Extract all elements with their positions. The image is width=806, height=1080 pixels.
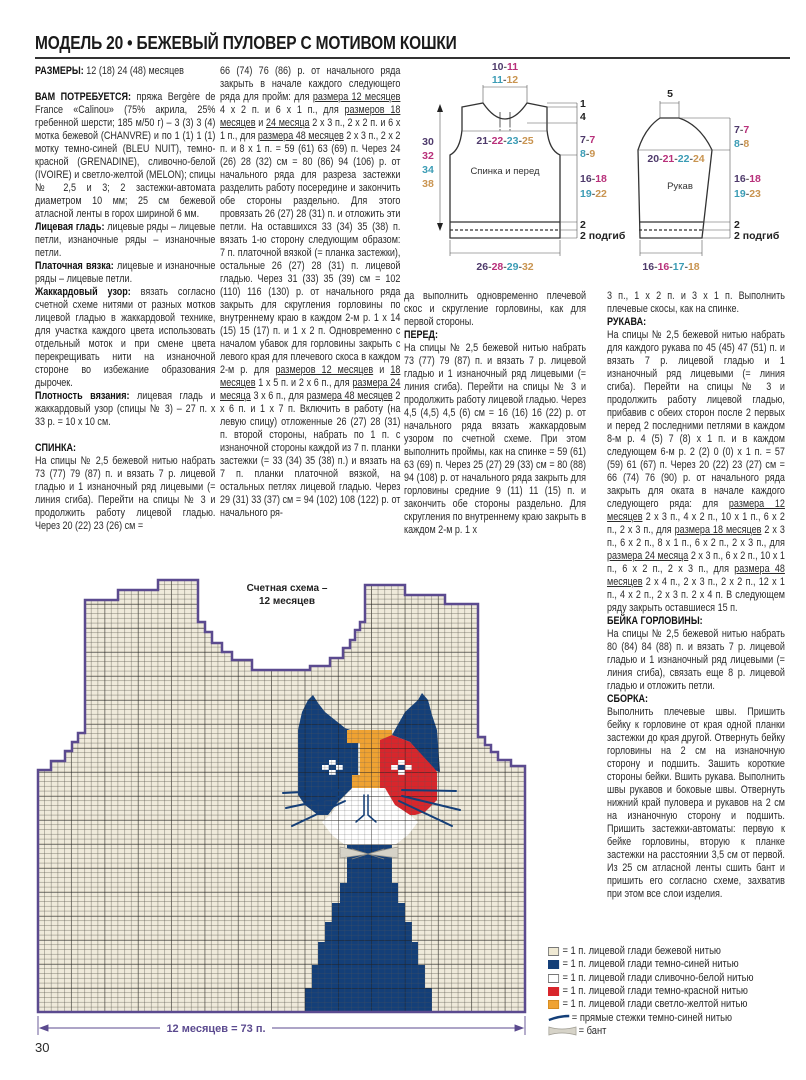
chart-legend xyxy=(548,945,754,1038)
sleeve-schematic xyxy=(638,101,730,256)
body-text: 2 х 3 п., 6 х 2 п., 8 х 1 п., 6 х 2 п., 2 х 3 п., для xyxy=(607,524,785,549)
neck-width-label xyxy=(492,74,518,86)
text-column-4 xyxy=(607,290,785,901)
height-label xyxy=(422,178,434,190)
armhole-label xyxy=(580,148,595,160)
red-swatch-icon xyxy=(548,987,559,996)
size-highlight: размера 12 месяцев xyxy=(607,498,785,523)
label-dash: - xyxy=(488,261,492,273)
body-text: 66 (74) 76 (86) р. от начального ряда закрыть в начале каждого следующего ряда для пройм: для xyxy=(220,65,401,103)
size-value: 18 xyxy=(595,173,607,185)
size-highlight: размера 48 месяцев xyxy=(306,390,393,402)
body-text: и xyxy=(255,117,266,129)
body-text: На спицы № 2,5 бежевой нитью набрать 80 (84) 84 (88) п. и вязать 7 р. лицевой гладью и 1 изнаночный ряд лицевыми (= линия сгиба), связать еще 8 р. лицевой гладью и отложить петли. xyxy=(607,628,785,692)
page-title: МОДЕЛЬ 20 • БЕЖЕВЫЙ ПУЛОВЕР С МОТИВОМ КОШКИ xyxy=(35,33,457,53)
label-dash: - xyxy=(503,135,507,147)
label-dash: - xyxy=(745,173,750,185)
size-value: 16 xyxy=(580,173,592,185)
arrow-right-icon xyxy=(515,1025,523,1031)
size-value: 21 xyxy=(662,153,675,165)
size-value: 2 подгиб xyxy=(580,230,626,242)
sleeve-outline xyxy=(638,118,712,238)
text-column-1 xyxy=(35,65,215,533)
back-paragraph xyxy=(35,455,215,533)
size-highlight: размера 24 месяца xyxy=(607,550,689,562)
front-heading xyxy=(404,329,586,342)
body-text: 2 х 3 п., 2 х 2 п. и 8 х 1 п. = 59 (61) 63 (69) п. Через 24 (26) 28 (32) см = 80 (86) 94 (106) р. от начального ряда для разреза застежки разделить работу посередине и закончить обе стороны раздельно. Для этого провязать 26 (27) 28 (31) п. и отложить эти петли. На оставшихся 33 (34) 35 (38) п. вязать 1-ю сторону следующим образом: 7 п. платочной вязкой (= планка застежки), остальные 26 (27) 28 (31) п. лицевой гладью. Через 31 (33) 35 (39) см = 102 (110) 116 (130) р. от начального ряда закрыть для скругления горловины по внутреннему краю в каждом 2-м р. 1 х 14 (15) 15 (17) п. и 1 х 2 п. Одновременно с началом убавок для горловины закрыть с левого края для плечевого скоса в каждом 2-м р. для xyxy=(220,130,401,376)
size-highlight: размеров 18 месяцев xyxy=(220,104,401,129)
sleeve-length-label xyxy=(734,188,761,200)
width-dimension xyxy=(38,1016,525,1035)
size-value: 2 xyxy=(580,219,586,231)
label-dash: - xyxy=(488,135,492,147)
body-text: 3 п., 1 х 2 п. и 3 х 1 п. Выполнить плечевые скосы, как на спинке. xyxy=(607,290,785,315)
size-value: 16 xyxy=(734,173,746,185)
garter-paragraph xyxy=(35,260,215,286)
body-text: На спицы № 2,5 бежевой нитью набрать 73 (77) 79 (87) п. и вязать 7 р. лицевой гладью и 1 изнаночный ряд лицевыми (= линия сгиба). Перейти на спицы № 3 и продолжить работу лицевой гладью. Через 4,5 (4,5) 4,5 (6) см = 16 (16) 16 (22) р. от начального ряда вязать жаккардовым узором по счетной схеме. При этом выполнить проймы, как на спинке = 59 (61) 63 (69) п. Через 25 (27) 29 (33) см = 80 (88) 94 (108) р. от начального ряда закрыть для горловины средние 9 (11) 11 (15) п. и закончить обе стороны раздельно. Для скругления по внутреннему краю закрыть в каждом 2-м р. 1 х xyxy=(404,342,587,536)
size-value: 29 xyxy=(506,261,519,273)
legend-label: = 1 п. лицевой глади сливочно-белой нитью xyxy=(562,971,754,984)
page-number: 30 xyxy=(35,1040,50,1055)
neckband-heading xyxy=(607,615,785,628)
navy-swatch-icon xyxy=(548,960,559,969)
yellow-swatch-icon xyxy=(548,1000,559,1009)
size-value: 4 xyxy=(580,111,586,123)
size-highlight: размера 24 месяца xyxy=(220,377,401,402)
label-dash: - xyxy=(502,74,507,86)
size-value: 16 xyxy=(657,261,670,273)
arrow-left-icon xyxy=(40,1025,48,1031)
size-value: 7 xyxy=(743,124,750,136)
label-dash: - xyxy=(503,61,508,73)
size-highlight: размера 48 месяцев xyxy=(257,130,344,142)
size-value: 34 xyxy=(422,164,434,176)
term-label: ВАМ ПОТРЕБУЕТСЯ: xyxy=(35,91,132,103)
size-value: 21 xyxy=(476,135,489,147)
size-value: 1 xyxy=(580,98,586,110)
term-label: Жаккардовый узор: xyxy=(35,286,131,298)
white-swatch-icon xyxy=(548,974,559,983)
assembly-paragraph xyxy=(607,706,785,901)
body-text: 4 х 2 п. и 6 х 1 п., для xyxy=(220,104,345,116)
size-value: 8 xyxy=(734,138,740,150)
chart-subtitle: 12 месяцев xyxy=(259,596,315,607)
body-text: пряжа Bergère de France «Calinou» (75% акрила, 25% гребенной шерсти; 185 м/50 г) – 3 (3) 3 (4) мотка бежевой (CHANVRE) и по 1 (1) 1 (1) мотку темно-синей (BLEU NUIT), темно-красной (GRENADINE), сливочно-белой (IVOIRE) и светло-желтой (MELON); спицы № 2,5 и 3; 2 застежки-автомата диаметром 10 мм; 25 см бежевой атласной ленты в горох шириной 6 мм. xyxy=(35,91,216,220)
arrow-down-icon xyxy=(437,223,443,231)
bottom-width-label xyxy=(476,261,533,273)
size-highlight: размеров 12 месяцев xyxy=(275,364,374,376)
legend-label: = прямые стежки темно-синей нитью xyxy=(571,1011,733,1024)
jacquard-paragraph xyxy=(35,286,215,390)
label-dash: - xyxy=(669,261,673,273)
section-heading: РУКАВА: xyxy=(607,316,647,328)
label-dash: - xyxy=(659,153,663,165)
label-dash: - xyxy=(684,261,688,273)
size-value: 16 xyxy=(642,261,655,273)
assembly-heading xyxy=(607,693,785,706)
body-text: лицевые и изнаночные ряды – лицевые петли. xyxy=(35,260,216,285)
size-value: 2 подгиб xyxy=(734,230,780,242)
size-value: 32 xyxy=(422,150,434,162)
size-value: 30 xyxy=(422,136,434,148)
pattern-schematics xyxy=(410,55,790,280)
back-end-paragraph xyxy=(404,290,586,329)
arrow-up-icon xyxy=(437,104,443,112)
sizes-paragraph xyxy=(35,65,215,78)
chart-grid-lines xyxy=(30,570,530,1020)
size-value: 18 xyxy=(687,261,700,273)
label-dash: - xyxy=(585,134,590,146)
body-text: 2 х 4 п., 2 х 3 п., 2 х 2 п., 12 х 1 п., 4 х 2 п., 2 х 3 п. 2 х 4 п. В следующем ряду закрыть оставшиеся 15 п. xyxy=(607,576,785,614)
counting-chart xyxy=(30,570,530,1040)
term-label: РАЗМЕРЫ: xyxy=(35,65,84,77)
size-value: 38 xyxy=(422,178,434,190)
legend-label: = 1 п. лицевой глади темно-синей нитью xyxy=(562,958,739,971)
body-text: Выполнить плечевые швы. Пришить бейку к горловине от края одной планки застежки до края другой. Отвернуть бейку горловины на 2 см на изнаночную сторону и подшить. Зашить короткие стороны бейки. Вшить рукава. Выполнить швы рукавов и боковые швы. Отвернуть нижний край пуловера и рукавов на 2 см на изнаночную сторону и подшить. Пришить застежки-автоматы: первую к бейке горловины, вторую к планке застежки на расстоянии 3,5 см от первой. Из 25 см атласной ленты сшить бант и пришить его согласно схеме, захватив при этом все слои изделия. xyxy=(607,706,785,900)
size-value: 23 xyxy=(749,188,761,200)
size-value: 24 xyxy=(692,153,705,165)
label-dash: - xyxy=(739,124,744,136)
size-value: 19 xyxy=(580,188,592,200)
body-text: вязать согласно счетной схеме нитями от разных мотков лицевой гладью в жаккардовой технике, для участка каждого цвета использовать отдельный моток и при смене цвета перекрещивать нити на изнаночной стороне во избежание образования дырочек. xyxy=(35,286,216,389)
cap-height-label xyxy=(734,124,749,136)
size-value: 32 xyxy=(521,261,534,273)
body-text: 3 х 6 п., для xyxy=(250,390,307,402)
chest-width-label xyxy=(476,135,533,147)
gauge-paragraph xyxy=(35,390,215,429)
size-value: 2 xyxy=(734,219,740,231)
body-text: 2 х 6 п. и 1 х 7 п. Включить в работу (на левую спицу) отложенные 26 (27) 28 (31) п. второй стороны, набрать по 1 п. с изнаночной стороны каждой из 7 п. планки застежки (= 33 (34) 35 (38) п.) и вязать на 7 п. планки платочной вязкой, на остальных петлях лицевой гладью. Через 29 (31) 33 (37) см = 94 (102) 108 (122) р. от начального ря- xyxy=(220,390,401,519)
size-value: 10 xyxy=(491,61,504,73)
straight-stitch-icon xyxy=(548,1014,570,1022)
legend-label: = 1 п. лицевой глади темно-красной нитью xyxy=(562,985,748,998)
sleeve-title: Рукав xyxy=(667,181,693,192)
text-column-3 xyxy=(404,290,586,537)
legend-item-navy xyxy=(548,958,754,971)
legend-label: = 1 п. лицевой глади светло-желтой нитью xyxy=(562,998,748,1011)
section-heading: СБОРКА: xyxy=(607,693,649,705)
front-back-title: Спинка и перед xyxy=(470,166,540,177)
height-label xyxy=(422,136,434,148)
body-length-label xyxy=(580,173,607,185)
label-dash: - xyxy=(585,148,590,160)
text-column-2 xyxy=(220,65,400,520)
size-value: 11 xyxy=(507,61,519,73)
sleeve-bottom-label xyxy=(642,261,699,273)
body-text: 2 х 3 п., 2 х 2 п. и 6 х 1 п., для xyxy=(220,117,401,142)
body-length-label xyxy=(580,188,607,200)
section-heading: БЕЙКА ГОРЛОВИНЫ: xyxy=(607,615,703,627)
label-dash: - xyxy=(745,188,750,200)
neck-width-label xyxy=(492,61,518,73)
height-label xyxy=(422,150,434,162)
height-label xyxy=(422,164,434,176)
armhole-label xyxy=(580,134,595,146)
chart-title: Счетная схема – xyxy=(246,583,328,594)
term-label: Платочная вязка: xyxy=(35,260,114,272)
term-label: Плотность вязания: xyxy=(35,390,130,402)
size-value: 12 xyxy=(506,74,519,86)
stockinette-paragraph xyxy=(35,221,215,260)
size-value: 22 xyxy=(491,135,504,147)
beige-swatch-icon xyxy=(548,947,559,956)
size-value: 11 xyxy=(491,74,503,86)
legend-item-stitch xyxy=(548,1011,754,1024)
size-value: 26 xyxy=(476,261,489,273)
body-text: 2 х 3 п., 4 х 2 п., 10 х 1 п., 6 х 2 п., 2 х 3 п., для xyxy=(607,511,785,536)
label-dash: - xyxy=(591,188,596,200)
body-text: На спицы № 2,5 бежевой нитью набрать 73 (77) 79 (87) п. и вязать 7 р. лицевой гладью и 1 изнаночный ряд лицевыми (= линия сгиба). Перейти на спицы № 3 и продолжить работу лицевой гладью. Через 20 (22) 23 (26) см = xyxy=(35,455,216,532)
legend-label: = 1 п. лицевой глади бежевой нитью xyxy=(562,945,721,958)
back-heading xyxy=(35,442,215,455)
neckband-paragraph xyxy=(607,628,785,693)
label-dash: - xyxy=(503,261,507,273)
size-highlight: 18 месяцев xyxy=(220,364,401,389)
section-heading: ПЕРЕД: xyxy=(404,329,438,341)
size-highlight: размера 12 месяцев xyxy=(312,91,401,103)
sleeve-fold-label xyxy=(734,230,780,242)
label-dash: - xyxy=(654,261,658,273)
chart-width-label: 12 месяцев = 73 п. xyxy=(166,1023,266,1035)
cap-height-label xyxy=(734,138,749,150)
size-value: 19 xyxy=(734,188,746,200)
body-text: На спицы № 2,5 бежевой нитью набрать для каждого рукава по 45 (45) 47 (51) п. и вязать 7 р. лицевой гладью и 1 изнаночный ряд лицевыми (= линия сгиба). Перейти на спицы № 3 и продолжить работу лицевой гладью, прибавив с обеих сторон после 2 первых и перед 2 последними петлями в каждом 8-м р. 4 (5) 7 (8) х 1 п. и в каждом следующем 6-м р. 2 (2) 0 (0) х 1 п. = 57 (59) 61 (67) п. Через 20 (22) 23 (27) см = 66 (74) 76 (90) р. от начального ряда закрыть для оката в начале каждого следующего ряда: для xyxy=(607,329,785,510)
size-value: 7 xyxy=(589,134,596,146)
size-value: 7 xyxy=(734,124,740,136)
fold-label xyxy=(580,230,626,242)
size-value: 22 xyxy=(677,153,690,165)
body-text: 2 х 3 п., 6 х 2 п., 10 х 1 п., 6 х 2 п., 2 х 3 п., для xyxy=(607,550,785,575)
sleeves-heading xyxy=(607,316,785,329)
size-highlight: размера 18 месяцев xyxy=(674,524,762,536)
body-text: 1 х 5 п. и 2 х 6 п., для xyxy=(255,377,353,389)
size-highlight: размера 48 месяцев xyxy=(607,563,785,588)
body-text: лицевая гладь и жаккардовый узор (спицы № 3) – 27 п. х 33 р. = 10 х 10 см. xyxy=(35,390,216,428)
label-dash: - xyxy=(591,173,596,185)
label-dash: - xyxy=(518,135,522,147)
size-value: 18 xyxy=(749,173,761,185)
legend-item-red xyxy=(548,985,754,998)
size-value: 17 xyxy=(672,261,685,273)
size-value: 9 xyxy=(589,148,596,160)
body-text: лицевые ряды – лицевые петли, изнаночные ряды – изнаночные петли. xyxy=(35,221,216,259)
size-value: 25 xyxy=(521,135,534,147)
legend-item-white xyxy=(548,972,754,985)
sleeve-length-label xyxy=(734,173,761,185)
back-continued-paragraph xyxy=(220,65,400,520)
size-value: 7 xyxy=(580,134,586,146)
label-dash: - xyxy=(739,138,744,150)
size-value: 20 xyxy=(647,153,660,165)
size-value: 28 xyxy=(491,261,504,273)
bow-icon xyxy=(548,1025,577,1037)
section-heading: СПИНКА: xyxy=(35,442,77,454)
sleeves-paragraph xyxy=(607,329,785,615)
size-value: 23 xyxy=(506,135,519,147)
size-value: 5 xyxy=(667,88,673,100)
term-label: Лицевая гладь: xyxy=(35,221,105,233)
materials-paragraph xyxy=(35,91,215,221)
label-dash: - xyxy=(518,261,522,273)
body-text: да выполнить одновременно плечевой скос и скругление горловины, как для первой стороны. xyxy=(404,290,587,328)
label-dash: - xyxy=(689,153,693,165)
size-value: 8 xyxy=(580,148,586,160)
front-paragraph xyxy=(404,342,586,537)
legend-item-beige xyxy=(548,945,754,958)
cap-top-label xyxy=(667,88,673,100)
legend-item-bow xyxy=(548,1025,754,1038)
size-value: 8 xyxy=(743,138,750,150)
legend-item-yellow xyxy=(548,998,754,1011)
body-text: 12 (18) 24 (48) месяцев xyxy=(83,65,184,77)
sleeve-width-label xyxy=(647,153,704,165)
legend-label: = бант xyxy=(578,1024,607,1037)
size-highlight: 24 месяца xyxy=(265,117,310,129)
front-end-paragraph xyxy=(607,290,785,316)
label-dash: - xyxy=(674,153,678,165)
shoulder-label xyxy=(580,98,586,110)
neck-depth-label xyxy=(580,111,586,123)
size-value: 22 xyxy=(595,188,607,200)
body-text: и xyxy=(373,364,391,376)
